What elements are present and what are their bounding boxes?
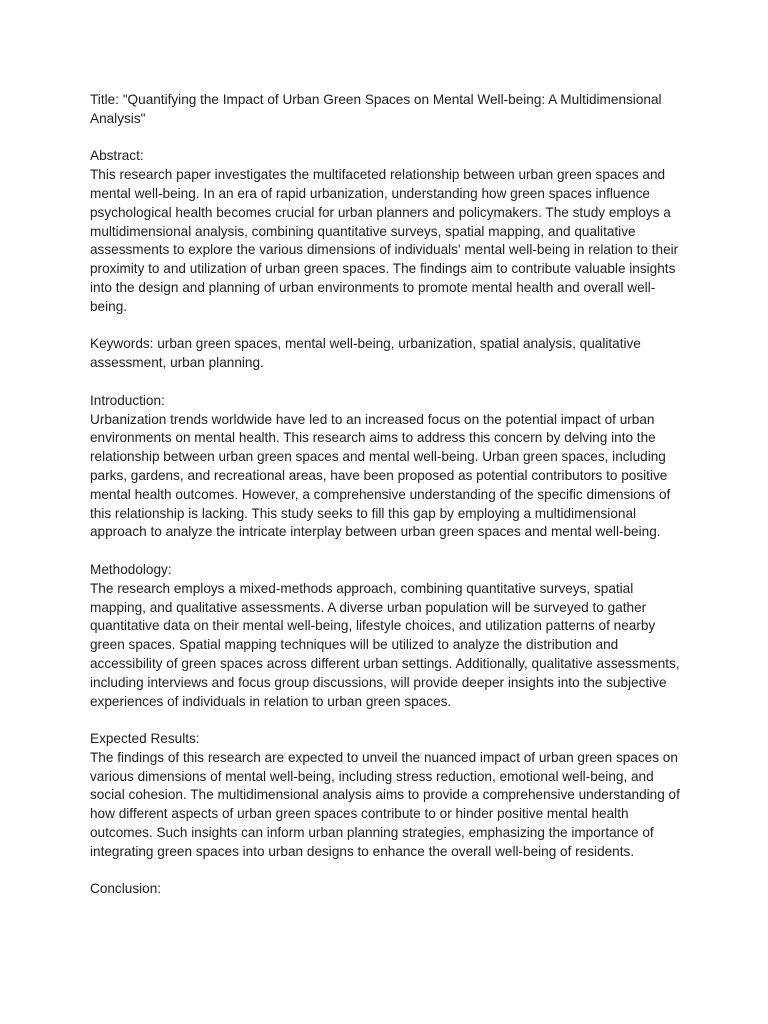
expected-results-section [90, 730, 690, 862]
methodology-section [90, 561, 690, 711]
methodology-heading: Methodology: [90, 561, 172, 577]
abstract-text: This research paper investigates the multifaceted relationship between urban green spaces and mental well-being. In an era of rapid urbanization, understanding how green spaces influence psychological health becomes crucial for urban planners and policymakers. The study employs a multidimensional analysis, combining quantitative surveys, spatial mapping, and qualitative assessments to explore the various dimensions of individuals' mental well-being in relation to their proximity to and utilization of urban green spaces. The findings aim to contribute valuable insights into the design and planning of urban environments to promote mental health and overall well-being. [90, 167, 679, 314]
keywords-text: Keywords: urban green spaces, mental well-being, urbanization, spatial analysis, qualitative assessment, urban planning. [90, 336, 641, 371]
expected-results-text: The findings of this research are expected to unveil the nuanced impact of urban green spaces on various dimensions of mental well-being, including stress reduction, emotional well-being, and social cohesion. The multidimensional analysis aims to provide a comprehensive understanding of how different aspects of urban green spaces contribute to or hinder positive mental health outcomes. Such insights can inform urban planning strategies, emphasizing the importance of integrating green spaces into urban designs to enhance the overall well-being of residents. [90, 749, 680, 859]
conclusion-heading: Conclusion: [90, 881, 162, 897]
introduction-heading: Introduction: [90, 392, 165, 408]
document-body [90, 91, 690, 918]
introduction-section [90, 392, 690, 542]
abstract-section [90, 147, 690, 316]
methodology-text: The research employs a mixed-methods approach, combining quantitative surveys, spatial mapping, and qualitative assessments. A diverse urban population will be surveyed to gather quantitative data on their mental well-being, lifestyle choices, and utilization patterns of nearby green spaces. Spatial mapping techniques will be utilized to analyze the distribution and accessibility of green spaces across different urban settings. Additionally, qualitative assessments, including interviews and focus group discussions, will provide deeper insights into the subjective experiences of individuals in relation to urban green spaces. [90, 580, 680, 709]
expected-results-heading: Expected Results: [90, 731, 200, 747]
paper-title: Title: "Quantifying the Impact of Urban Green Spaces on Mental Well-being: A Multidimensional Analysis" [90, 92, 662, 126]
introduction-text: Urbanization trends worldwide have led to an increased focus on the potential impact of urban environments on mental health. This research aims to address this concern by delving into the relationship between urban green spaces and mental well-being. Urban green spaces, including parks, gardens, and recreational areas, have been proposed as potential contributors to positive mental health outcomes. However, a comprehensive understanding of the specific dimensions of this relationship is lacking. This study seeks to fill this gap by employing a multidimensional approach to analyze the intricate interplay between urban green spaces and mental well-being. [90, 411, 671, 540]
abstract-heading: Abstract: [90, 148, 144, 164]
conclusion-section [90, 880, 690, 899]
